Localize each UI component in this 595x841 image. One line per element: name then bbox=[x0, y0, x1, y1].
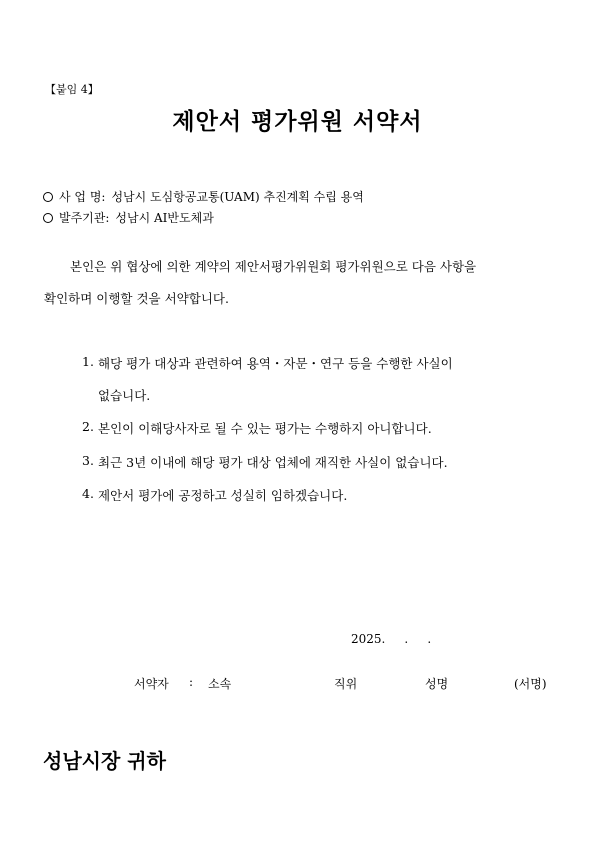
intro-line-1: 본인은 위 협상에 의한 계약의 제안서평가위원회 평가위원으로 다음 사항을 bbox=[70, 259, 477, 274]
pledge-item bbox=[82, 486, 347, 504]
pledge-number: 4. bbox=[82, 486, 94, 501]
attachment-label: 【붙임 4】 bbox=[45, 83, 99, 96]
document-title: 제안서 평가위원 서약서 bbox=[172, 109, 423, 135]
seal-label: (서명) bbox=[514, 677, 547, 691]
circle-bullet-icon bbox=[43, 213, 53, 223]
name-label: 성명 bbox=[425, 677, 449, 691]
date-line: 2025. . . bbox=[351, 632, 432, 646]
pledge-item bbox=[82, 354, 453, 372]
pledge-number: 2. bbox=[82, 419, 94, 434]
pledge-text: 제안서 평가에 공정하고 성실히 임하겠습니다. bbox=[98, 488, 348, 503]
signer-colon: : bbox=[189, 675, 194, 689]
pledge-text-continued: 없습니다. bbox=[98, 388, 151, 403]
project-name-row bbox=[43, 188, 364, 205]
signer-label: 서약자 bbox=[134, 677, 169, 691]
position-label: 직위 bbox=[334, 677, 358, 691]
pledge-number: 1. bbox=[82, 354, 94, 369]
intro-line-2: 확인하며 이행할 것을 서약합니다. bbox=[44, 291, 229, 306]
project-name-value: 성남시 도심항공교통(UAM) 추진계획 수립 용역 bbox=[111, 190, 364, 204]
project-name-label: 사 업 명: bbox=[59, 190, 106, 204]
pledge-text: 해당 평가 대상과 관련하여 용역・자문・연구 등을 수행한 사실이 bbox=[98, 356, 453, 371]
pledge-text: 최근 3년 이내에 해당 평가 대상 업체에 재직한 사실이 없습니다. bbox=[98, 455, 448, 470]
pledge-text: 본인이 이해당사자로 될 수 있는 평가는 수행하지 아니합니다. bbox=[98, 421, 432, 436]
ordering-org-label: 발주기관: bbox=[59, 211, 110, 225]
ordering-org-row bbox=[43, 209, 214, 226]
pledge-item bbox=[82, 419, 432, 437]
affiliation-label: 소속 bbox=[208, 677, 232, 691]
ordering-org-value: 성남시 AI반도체과 bbox=[115, 211, 214, 225]
circle-bullet-icon bbox=[43, 192, 53, 202]
pledge-item bbox=[82, 453, 448, 471]
pledge-number: 3. bbox=[82, 453, 94, 468]
addressee: 성남시장 귀하 bbox=[43, 749, 166, 773]
